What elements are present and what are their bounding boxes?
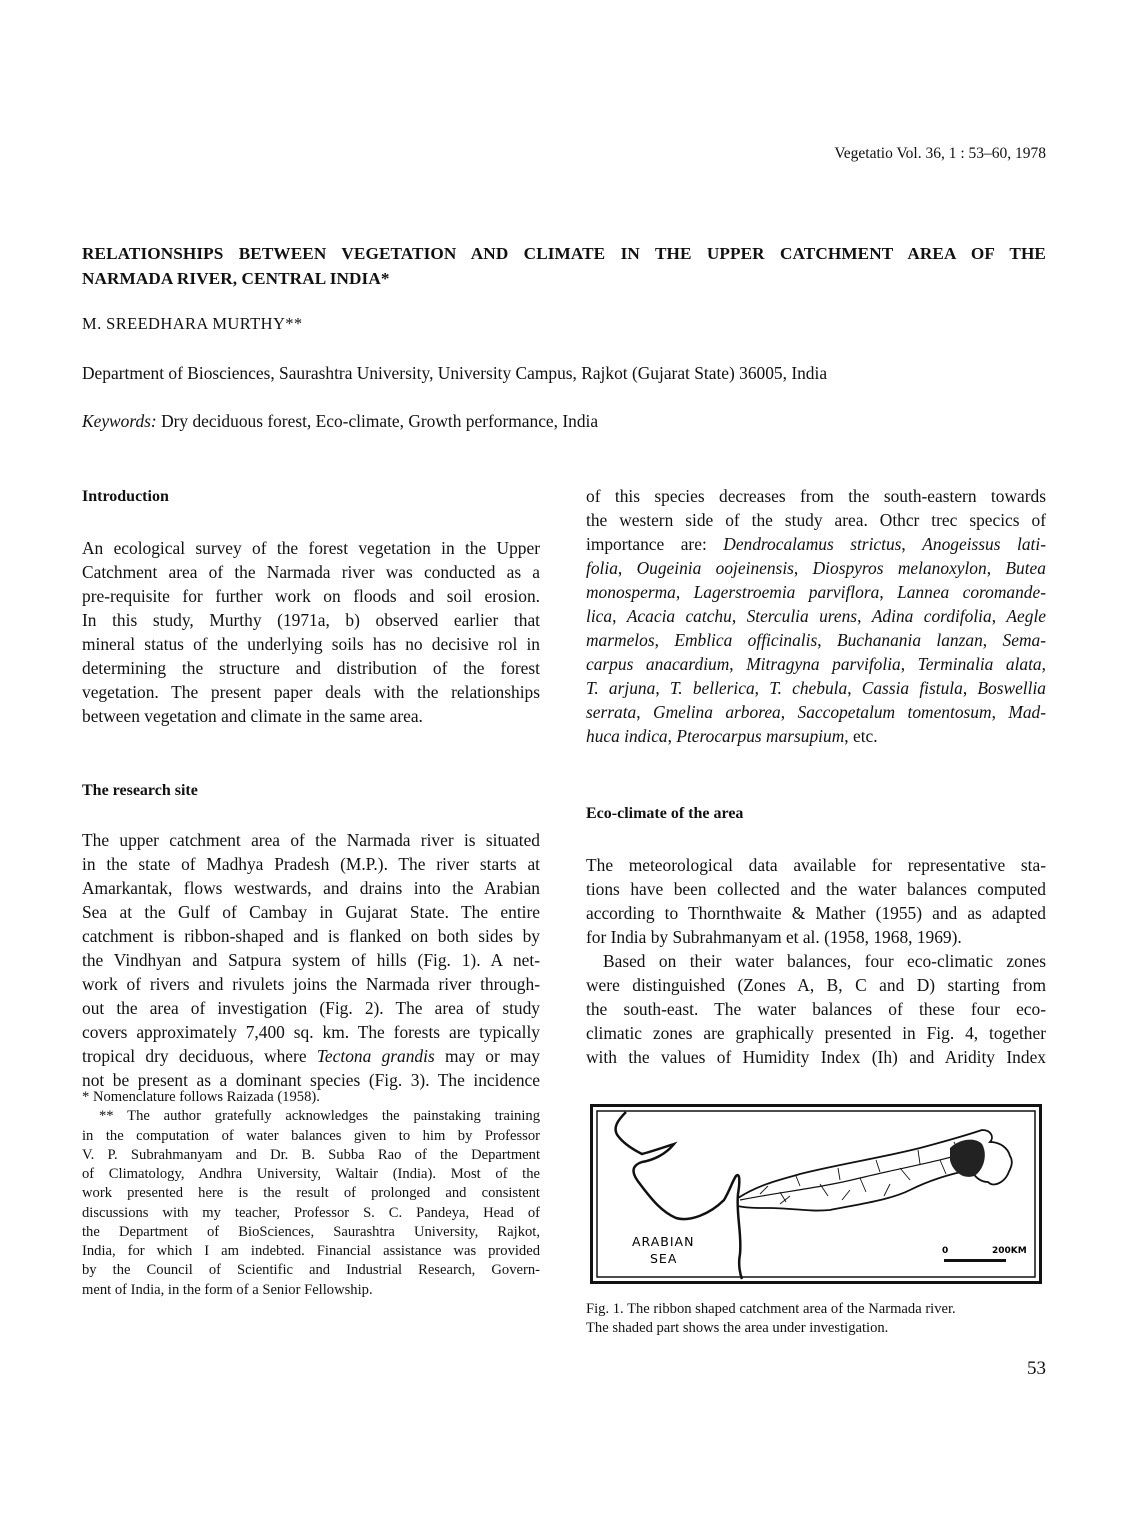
eco-climate-paragraph-1 [586,853,1046,949]
introduction-paragraph [82,536,540,728]
text-line: The upper catchment area of the Narmada river is situated [82,830,540,850]
italic-text: folia [586,558,618,578]
text-line: serrata, Gmelina arborea, Saccopetalum tomentosum, Mad- [586,702,1047,722]
italic-text: Cassia fistula [861,678,963,698]
text-line: folia, Ougeinia oojeinensis, Diospyros melanoxylon, Butea [586,558,1046,578]
text-line: according to Thornthwaite & Mather (1955) and as adapted [586,903,1046,923]
scale-max: 200KM [992,1246,1027,1256]
italic-text: Buchanania lanzan [836,630,983,650]
italic-text: marmelos [586,630,655,650]
text-line: An ecological survey of the forest vegetation in the Upper [82,538,540,558]
text-line: ment of India, in the form of a Senior Fellowship. [82,1281,373,1298]
italic-text: Anogeissus lati- [922,534,1046,554]
text-line: determining the structure and distribution of the forest [82,658,540,678]
text-line: climatic zones are graphically presented in Fig. 4, together [586,1023,1046,1043]
page-number: 53 [1027,1358,1046,1379]
italic-text: Diospyros melanoxylon [812,558,987,578]
text-line: ** The author gratefully acknowledges the painstaking training [99,1108,540,1125]
keywords-label: Keywords: [82,411,157,431]
italic-text: Emblica officinalis [674,630,818,650]
text-line: marmelos, Emblica officinalis, Buchanania lanzan, Sema- [586,630,1046,650]
title-line: NARMADA RIVER, CENTRAL INDIA* [82,269,390,288]
text-line: by the Council of Scientific and Industrial Research, Govern- [82,1262,540,1279]
text-line: tions have been collected and the water balances computed [586,879,1046,899]
text-line: India, for which I am indebted. Financial assistance was provided [82,1243,540,1259]
text-line: Catchment area of the Narmada river was conducted as a [82,562,540,582]
journal-citation: Vegetatio Vol. 36, 1 : 53–60, 1978 [834,145,1046,162]
italic-text: T. chebula [769,678,848,698]
keywords [82,411,598,432]
keywords-text: Dry deciduous forest, Eco-climate, Growth performance, India [156,411,599,431]
species-paragraph [586,484,1046,748]
italic-text: Pterocarpus marsupium [676,726,845,746]
text-line: V. P. Subrahmanyam and Dr. B. Subba Rao of the Department [82,1146,540,1163]
text-line: the western side of the study area. Othcr trec specics of [586,510,1046,530]
italic-text: Terminalia alata [917,654,1042,674]
figure-1-caption [586,1300,1046,1339]
italic-text: Saccopetalum tomentosum [797,702,992,722]
italic-text: Sema- [1002,630,1046,650]
italic-text: Acacia catchu [626,606,732,626]
affiliation: Department of Biosciences, Saurashtra University, University Campus, Rajkot (Gujarat State) 36005, India [82,363,828,383]
text-line: tropical dry deciduous, where Tectona grandis may or may [82,1046,540,1066]
text-line: the Department of BioSciences, Saurashtra University, Rajkot, [82,1223,540,1240]
italic-text: huca indica [586,726,668,746]
italic-text: Tectona grandis [316,1046,435,1066]
text-line: of this species decreases from the south-eastern towards [586,486,1046,506]
italic-text: Sterculia urens [746,606,858,626]
italic-text: T. bellerica [669,678,755,698]
italic-text: T. arjuna [586,678,656,698]
section-heading-introduction: Introduction [82,488,169,505]
italic-text: Butea [1005,558,1046,578]
gujarat-coastline [616,1112,742,1279]
text-line: work of rivers and rivulets joins the Narmada river through- [82,974,540,994]
text-line: for India by Subrahmanyam et al. (1958, 1968, 1969). [586,927,962,947]
text-line: In this study, Murthy (1971a, b) observed earlier that [82,610,540,630]
text-line: huca indica, Pterocarpus marsupium, etc. [586,726,878,746]
title-line: RELATIONSHIPS BETWEEN VEGETATION AND CLIMATE IN THE UPPER CATCHMENT AREA OF THE [82,244,1046,263]
text-line: were distinguished (Zones A, B, C and D) starting from [586,975,1046,995]
italic-text: Dendrocalamus strictus [723,534,902,554]
text-line: lica, Acacia catchu, Sterculia urens, Adina cordifolia, Aegle [586,606,1047,626]
text-line: mineral status of the underlying soils has no decisive rol in [82,634,540,654]
italic-text: Mad- [1008,702,1047,722]
italic-text: Lannea coromande- [897,582,1047,602]
text-line: importance are: Dendrocalamus strictus, Anogeissus lati- [586,534,1046,554]
section-heading-eco-climate: Eco-climate of the area [586,805,744,822]
italic-text: Aegle [1006,606,1047,626]
italic-text: Ougeinia oojeinensis [636,558,794,578]
text-line: The shaded part shows the area under investigation. [586,1320,889,1337]
text-line: Amarkantak, flows westwards, and drains into the Arabian [82,878,540,898]
text-line: discussions with my teacher, Professor S. C. Pandeya, Head of [82,1204,540,1221]
italic-text: serrata [586,702,637,722]
text-line: out the area of investigation (Fig. 2). The area of study [82,998,540,1018]
text-line: Fig. 1. The ribbon shaped catchment area of the Narmada river. [586,1301,956,1317]
sea-label: SEA [650,1251,678,1266]
text-line: The meteorological data available for representative sta- [586,855,1046,875]
text-line: Sea at the Gulf of Cambay in Gujarat State. The entire [82,902,540,922]
section-heading-research-site: The research site [82,782,198,799]
scale-bar [944,1259,1006,1262]
text-line: in the computation of water balances given to him by Professor [82,1127,540,1144]
scale-zero: 0 [942,1246,949,1256]
figure-1-map [590,1104,1042,1284]
italic-text: Lagerstroemia parviflora [693,582,880,602]
text-line: pre-requisite for further work on floods and soil erosion. [82,586,540,606]
text-line: of Climatology, Andhra University, Waltair (India). Most of the [82,1166,540,1182]
italic-text: Mitragyna parvifolia [746,654,901,674]
text-line: between vegetation and climate in the same area. [82,706,423,726]
italic-text: Gmelina arborea [653,702,781,722]
narmada-map-drawing [590,1104,1042,1284]
text-line: with the values of Humidity Index (Ih) and Aridity Index [586,1047,1046,1067]
italic-text: carpus anacardium [586,654,730,674]
text-line: the Vindhyan and Satpura system of hills (Fig. 1). A net- [82,950,540,970]
text-line: monosperma, Lagerstroemia parviflora, Lannea coromande- [586,582,1047,602]
text-line: T. arjuna, T. bellerica, T. chebula, Cassia fistula, Boswellia [586,678,1046,698]
italic-text: Adina cordifolia [871,606,992,626]
author: M. SREEDHARA MURTHY** [82,314,303,333]
text-line: catchment is ribbon-shaped and is flanked on both sides by [82,926,540,946]
text-line: in the state of Madhya Pradesh (M.P.). The river starts at [82,854,540,874]
sea-label: ARABIAN [632,1234,695,1249]
text-line: carpus anacardium, Mitragyna parvifolia, Terminalia alata, [586,654,1046,674]
text-line: not be present as a dominant species (Fig. 3). The incidence [82,1070,540,1090]
italic-text: Boswellia [977,678,1046,698]
text-line: Based on their water balances, four eco-climatic zones [603,951,1046,971]
italic-text: lica [586,606,613,626]
italic-text: monosperma [586,582,676,602]
paper-title [82,241,1046,291]
eco-climate-paragraph-2 [586,949,1046,1069]
research-site-paragraph [82,828,540,1092]
text-line: the south-east. The water balances of these four eco- [586,999,1046,1019]
text-line: vegetation. The present paper deals with the relationships [82,682,540,702]
text-line: work presented here is the result of prolonged and consistent [82,1185,540,1202]
text-line: * Nomenclature follows Raizada (1958). [82,1089,320,1105]
text-line: covers approximately 7,400 sq. km. The forests are typically [82,1022,540,1042]
footnotes [82,1088,540,1300]
